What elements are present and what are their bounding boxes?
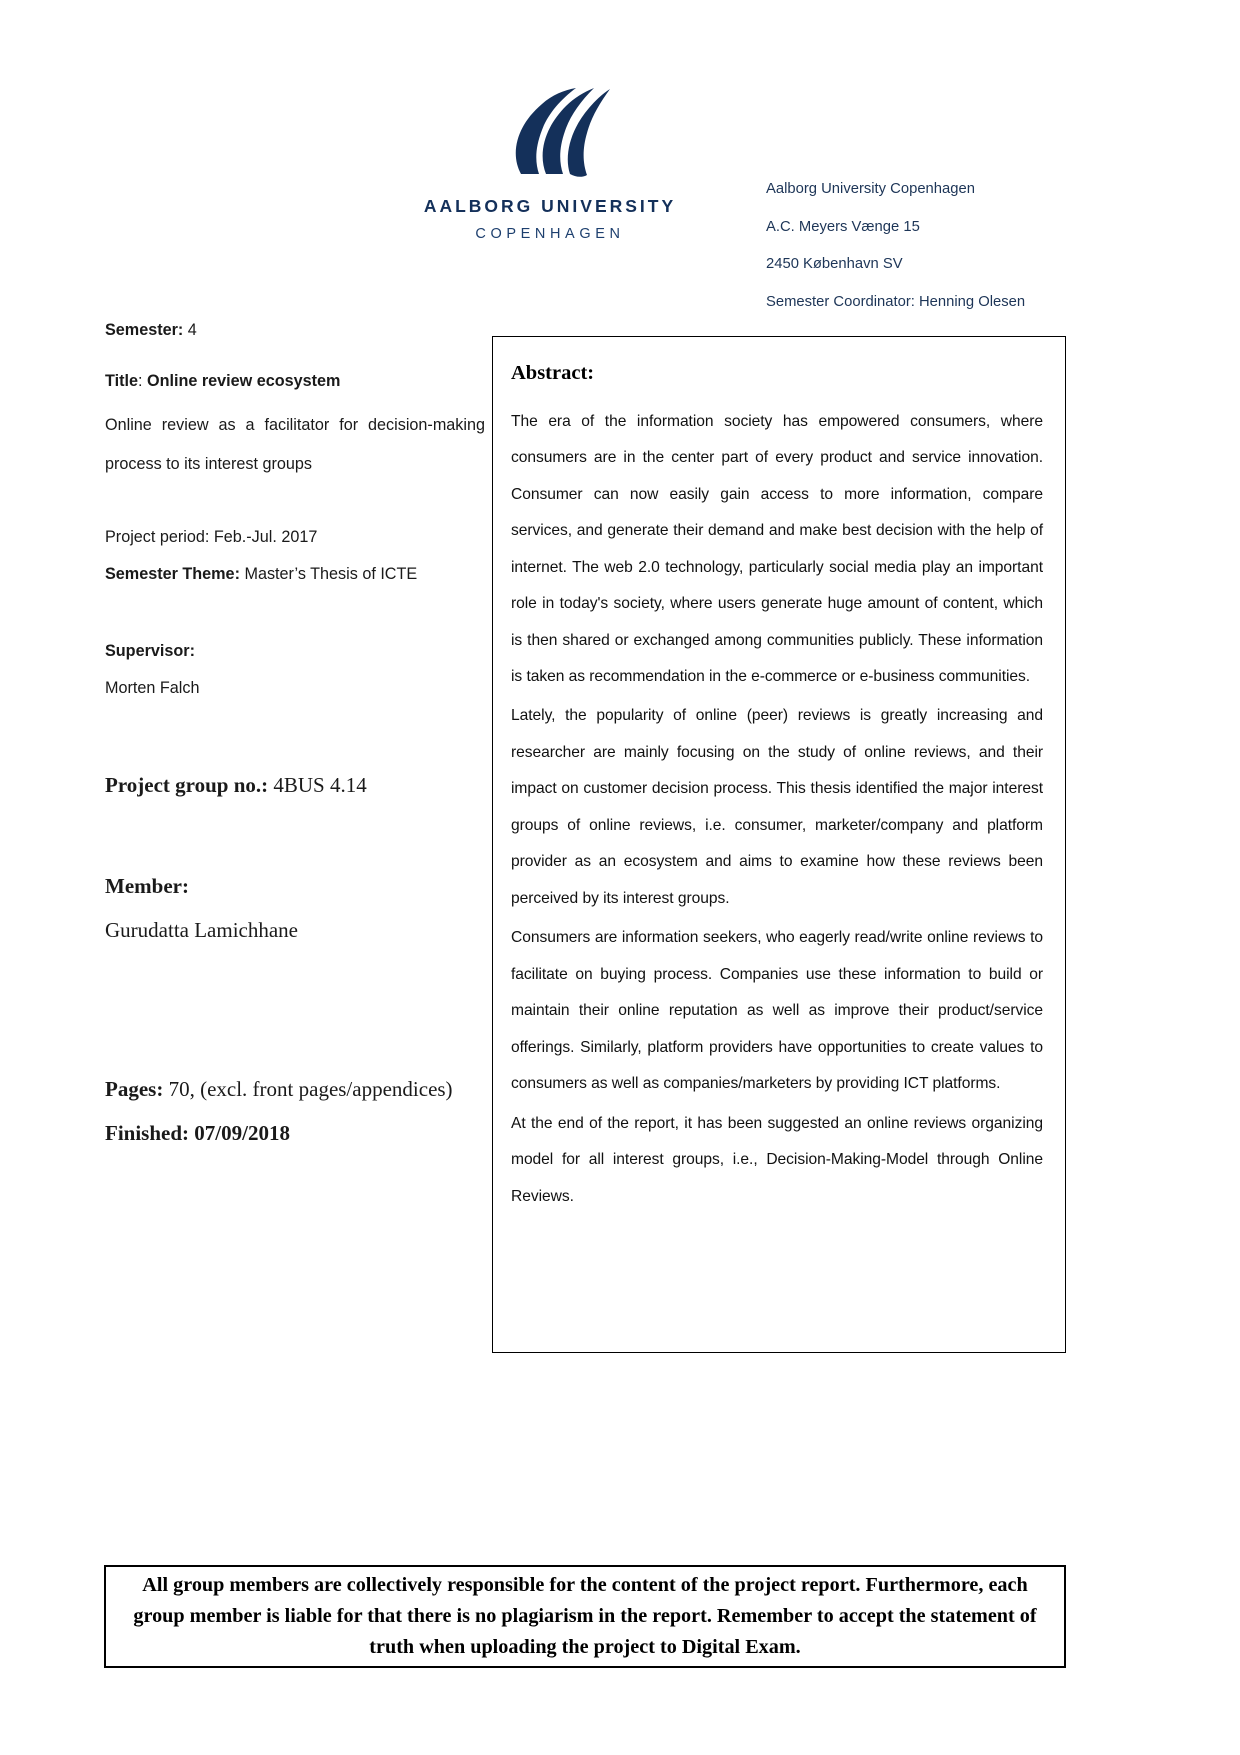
spacer [105, 1061, 485, 1075]
semester-theme-row [105, 562, 485, 587]
spacer [105, 902, 485, 916]
project-metadata-column [105, 318, 485, 1148]
member-label: Member: [105, 874, 189, 899]
supervisor-name: Morten Falch [105, 678, 200, 697]
title-label: Title [105, 372, 138, 391]
semester-theme-label: Semester Theme: [105, 564, 240, 583]
logo-campus-name: COPENHAGEN [475, 226, 625, 242]
semester-value: 4 [183, 321, 197, 339]
address-line-coordinator: Semester Coordinator: Henning Olesen [766, 293, 1026, 310]
university-address-block [766, 182, 1186, 310]
project-group-row [105, 771, 485, 800]
spacer [105, 599, 485, 639]
project-period: Project period: Feb.-Jul. 2017 [105, 527, 318, 546]
semester-label: Semester: [105, 321, 184, 339]
member-name: Gurudatta Lamichhane [105, 917, 298, 942]
finished-date: Finished: 07/09/2018 [105, 1120, 290, 1145]
spacer [105, 713, 485, 771]
spacer [105, 1105, 485, 1119]
abstract-paragraph-1: The era of the information society has empowered consumers, where consumers are in the center part of every product and service innovation. Consumer can now easily gain access to more information, compare services, and generate their demand and make best decision with the help of internet. The web 2.0 technology, particularly social media play an important role in today's society, where users generate huge amount of content, which is then shared or exchanged among communities publicly. These information is taken as recommendation in the e-commerce or e-business communities. [511, 412, 1043, 685]
pages-label: Pages: [105, 1077, 164, 1102]
pages-value: 70, (excl. front pages/appendices) [163, 1077, 453, 1102]
logo-university-name: AALBORG UNIVERSITY [423, 196, 677, 216]
spacer [105, 858, 485, 872]
spacer [105, 800, 485, 858]
address-line-street: A.C. Meyers Vænge 15 [766, 218, 920, 235]
page-header [0, 0, 1240, 330]
title-value: Online review ecosystem [146, 372, 341, 391]
project-group-value: 4BUS 4.14 [268, 773, 367, 798]
semester-row [105, 318, 485, 343]
responsibility-statement-box [104, 1565, 1066, 1668]
project-subtitle: Online review as a facilitator for decision-making process to its interest groups [105, 416, 485, 474]
supervisor-label: Supervisor: [105, 641, 195, 660]
abstract-box [492, 336, 1066, 1353]
main-content [0, 318, 1240, 1358]
responsibility-statement-text: All group members are collectively responsible for the content of the project report. Furthermore, each group member is liable for that there is no plagiarism in the report. Remember to accept the statement of truth when uploading the project to Digital Exam. [133, 1574, 1037, 1658]
abstract-paragraph-3: Consumers are information seekers, who eagerly read/write online reviews to facilitate on buying process. Companies use these information to build or maintain their online reputation as well as improve their product/service offerings. Similarly, platform providers have opportunities to create values to consumers as well as companies/marketers by providing ICT platforms. [511, 929, 1043, 1093]
pages-row [105, 1075, 485, 1104]
abstract-heading: Abstract: [511, 362, 595, 384]
semester-theme-value: Master’s Thesis of ICTE [239, 564, 418, 583]
spacer [105, 945, 485, 1003]
spacer [105, 485, 485, 525]
address-line-institution: Aalborg University Copenhagen [766, 181, 975, 197]
university-logo-block [405, 88, 695, 243]
title-colon: : [137, 372, 147, 391]
abstract-paragraph-2: Lately, the popularity of online (peer) reviews is greatly increasing and researcher are mainly focusing on the study of online reviews, and their impact on customer decision process. This thesis identified the major interest groups of online reviews, i.e. consumer, marketer/company and platform provider as an ecosystem and aims to examine how these reviews been perceived by its interest groups. [511, 707, 1043, 907]
spacer [105, 1003, 485, 1061]
project-group-label: Project group no.: [105, 773, 269, 798]
title-row [105, 369, 485, 394]
aau-swoosh-logo-icon [490, 88, 610, 180]
abstract-paragraph-4: At the end of the report, it has been suggested an online reviews organizing model for all interest groups, i.e., Decision-Making-Model through Online Reviews. [511, 1114, 1043, 1205]
address-line-city: 2450 København SV [766, 256, 903, 273]
spacer [105, 355, 485, 369]
